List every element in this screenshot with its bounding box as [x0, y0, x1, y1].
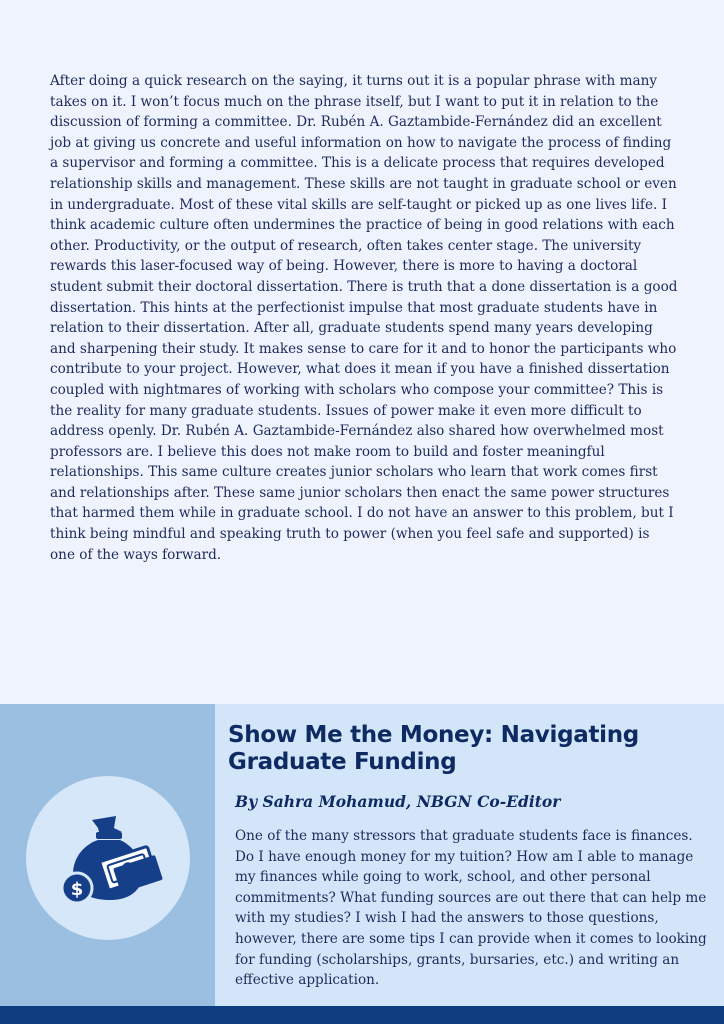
feature-content	[215, 704, 724, 1006]
feature-sidebar	[0, 704, 215, 1006]
icon-circle	[26, 776, 190, 940]
byline: By Sahra Mohamud, NBGN Co-Editor	[235, 792, 561, 811]
footer-bar	[0, 1006, 724, 1024]
money-bag-icon	[26, 776, 190, 940]
article-intro: One of the many stressors that graduate students face is finances. Do I have enough money for my tuition? How am I able to manage my finances while going to work, school, and other personal commitments? What funding sources are out there that can help me with my studies? I wish I had the answers to those questions, however, there are some tips I can provide when it comes to looking for funding (scholarships, grants, bursaries, etc.) and writing an effective application.	[235, 828, 707, 989]
svg-text:$: $	[70, 879, 84, 900]
feature-article	[0, 704, 724, 1006]
article-title: Show Me the Money: Navigating Graduate Funding	[228, 722, 639, 775]
body-paragraph: After doing a quick research on the saying, it turns out it is a popular phrase with many takes on it. I won’t focus much on the phrase itself, but I want to put it in relation to the discussion of forming a committee. Dr. Rubén A. Gaztambide-Fernández did an excellent job at giving us concrete and useful information on how to navigate the process of finding a supervisor and forming a committee. This is a delicate process that requires developed relationship skills and management. These skills are not taught in graduate school or even in undergraduate. Most of these vital skills are self-taught or picked up as one lives life. I think academic culture often undermines the practice of being in good relations with each other. Productivity, or the output of research, often takes center stage. The university rewards this laser-focused way of being. However, there is more to having a doctoral student submit their doctoral dissertation. There is truth that a done dissertation is a good dissertation. This hints at the perfectionist impulse that most graduate students have in relation to their dissertation. After all, graduate students spend many years developing and sharpening their study. It makes sense to care for it and to honor the participants who contribute to your project. However, what does it mean if you have a finished dissertation coupled with nightmares of working with scholars who compose your committee? This is the reality for many graduate students. Issues of power make it even more difficult to address openly. Dr. Rubén A. Gaztambide-Fernández also shared how overwhelmed most professors are. I believe this does not make room to build and foster meaningful relationships. This same culture creates junior scholars who learn that work comes first and relationships after. These same junior scholars then enact the same power structures that harmed them while in graduate school. I do not have an answer to this problem, but I think being mindful and speaking truth to power (when you feel safe and supported) is one of the ways forward.	[50, 73, 678, 563]
